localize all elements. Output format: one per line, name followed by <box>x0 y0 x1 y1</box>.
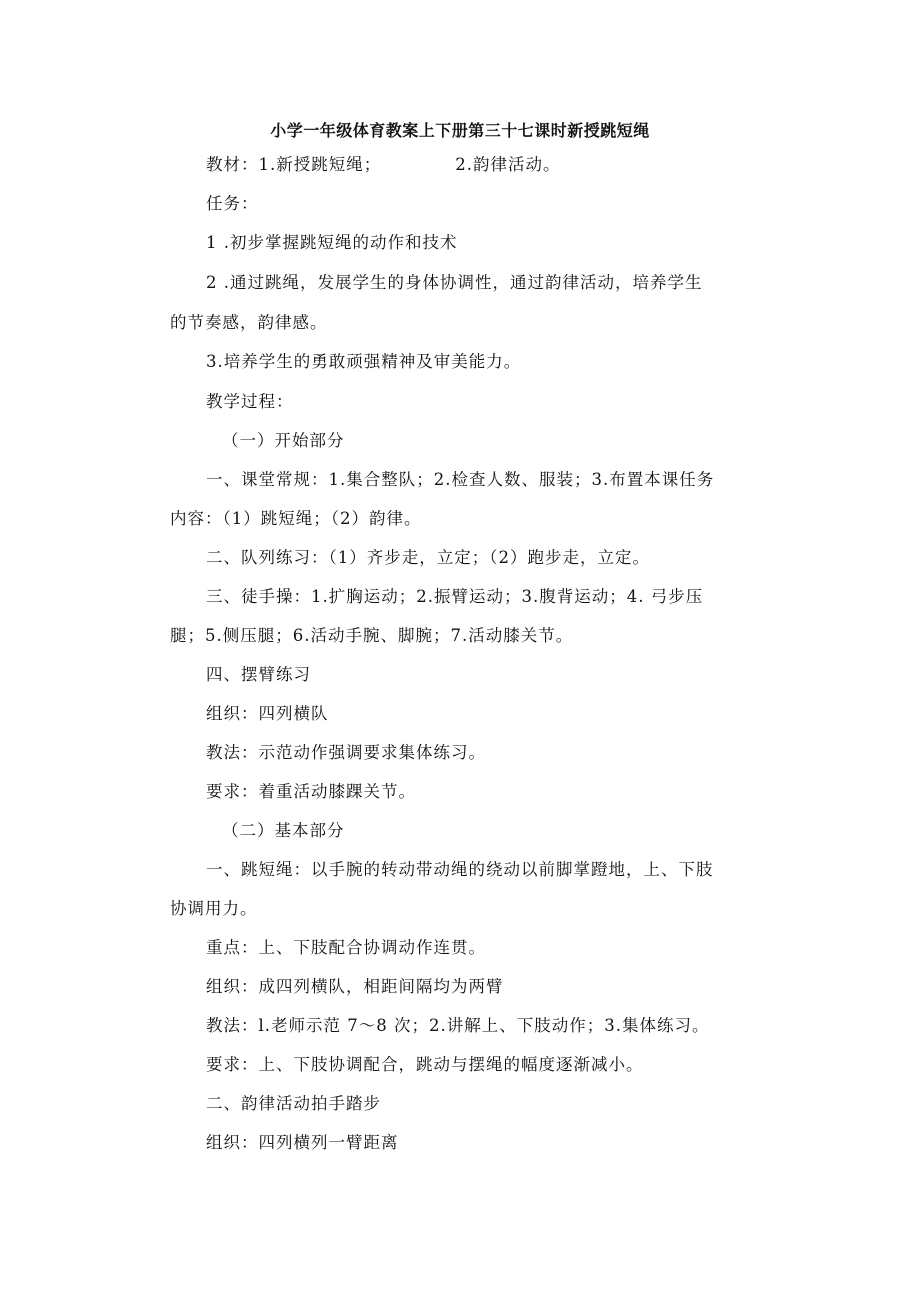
p2-item-1-line-2: 协调用力。 <box>170 899 258 918</box>
p2-requirement: 要求：上、下肢协调配合，跳动与摆绳的幅度逐渐减小。 <box>206 1055 644 1074</box>
material-line <box>206 154 561 176</box>
p2-item-2: 二、韵律活动拍手踏步 <box>206 1094 381 1113</box>
task-3: 3.培养学生的勇敢顽强精神及审美能力。 <box>206 352 522 371</box>
p2-item-1-line-1: 一、跳短绳：以手腕的转动带动绳的绕动以前脚掌蹬地，上、下肢 <box>206 860 714 879</box>
p2-method: 教法：l.老师示范 7～8 次；2.讲解上、下肢动作；3.集体练习。 <box>206 1016 710 1035</box>
p1-requirement: 要求：着重活动膝踝关节。 <box>206 782 416 801</box>
p2-key-point: 重点：上、下肢配合协调动作连贯。 <box>206 938 486 957</box>
task-2-line-2: 的节奏感，韵律感。 <box>170 313 328 332</box>
p1-organization: 组织：四列横队 <box>206 704 329 723</box>
p1-item-3-line-1: 三、徒手操：1.扩胸运动；2.振臂运动；3.腹背运动；4. 弓步压 <box>206 587 704 606</box>
material-item-2: 2.韵律活动。 <box>455 155 561 174</box>
p1-item-3-line-2: 腿；5.侧压腿；6.活动手腕、脚腕；7.活动膝关节。 <box>170 626 574 645</box>
tasks-heading: 任务： <box>206 194 259 213</box>
p2-organization: 组织：成四列横队，相距间隔均为两臂 <box>206 977 504 996</box>
material-item-1: 1.新授跳短绳； <box>258 155 382 174</box>
task-1: 1 .初步掌握跳短绳的动作和技术 <box>206 233 458 252</box>
p1-method: 教法：示范动作强调要求集体练习。 <box>206 743 486 762</box>
p1-item-2: 二、队列练习：（1）齐步走，立定；（2）跑步走，立定。 <box>206 548 650 567</box>
task-2-line-1: 2 .通过跳绳，发展学生的身体协调性，通过韵律活动，培养学生 <box>206 273 703 292</box>
p1-item-4: 四、摆臂练习 <box>206 665 311 684</box>
process-heading: 教学过程： <box>206 392 294 411</box>
material-label: 教材： <box>206 155 259 174</box>
p2-item-2-organization: 组织：四列横列一臂距离 <box>206 1133 399 1152</box>
part-2-heading: （二）基本部分 <box>222 821 345 840</box>
p1-item-1-line-2: 内容：（1）跳短绳；（2）韵律。 <box>170 509 422 528</box>
p1-item-1-line-1: 一、课堂常规：1.集合整队；2.检查人数、服装；3.布置本课任务 <box>206 470 715 489</box>
document-title: 小学一年级体育教案上下册第三十七课时新授跳短绳 <box>270 121 650 140</box>
part-1-heading: （一）开始部分 <box>222 431 345 450</box>
